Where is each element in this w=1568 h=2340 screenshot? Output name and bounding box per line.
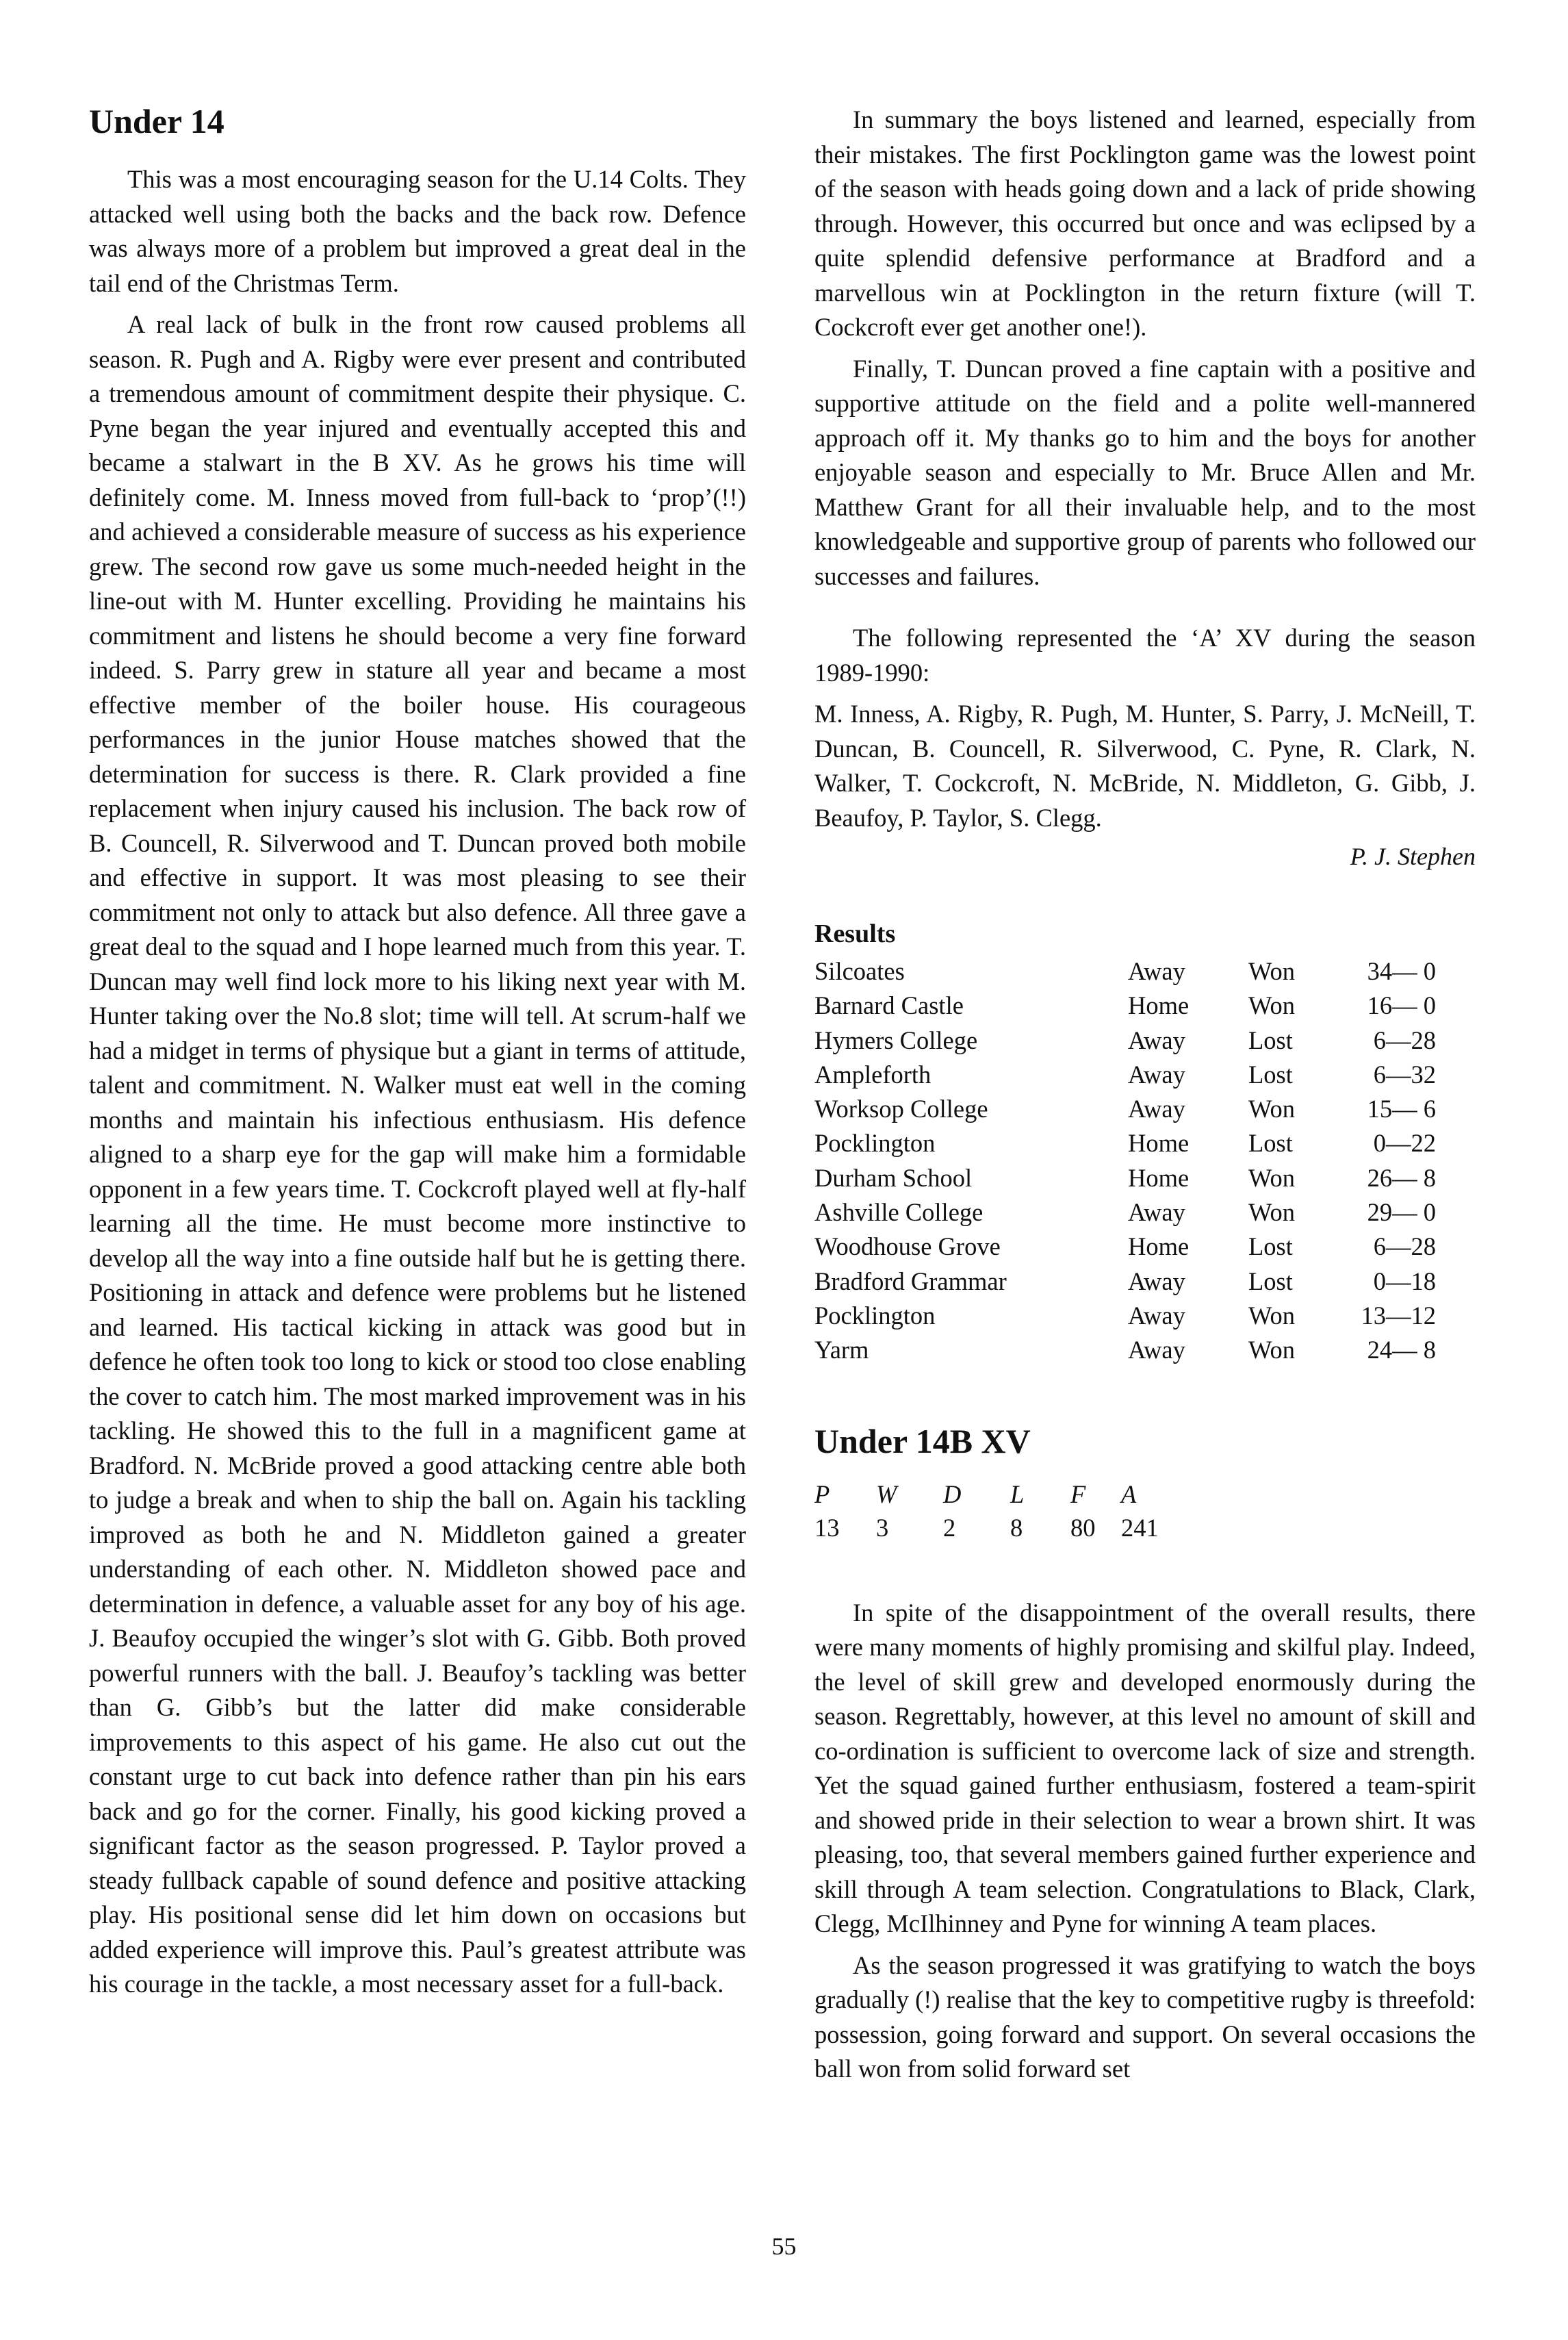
stats-header: D	[943, 1480, 962, 1509]
result-outcome: Lost	[1248, 1267, 1293, 1295]
stats-value: 3	[876, 1514, 889, 1542]
result-venue: Home	[1128, 991, 1190, 1020]
result-outcome: Lost	[1248, 1232, 1293, 1261]
results-row	[814, 1333, 1436, 1367]
left-column	[89, 103, 746, 2002]
results-row	[814, 989, 1436, 1023]
under14-heading: Under 14	[89, 102, 224, 140]
results-row	[814, 1126, 1436, 1160]
result-score: 0—18	[1373, 1267, 1436, 1295]
stats-header: L	[1010, 1480, 1025, 1509]
result-opponent: Ashville College	[814, 1198, 984, 1227]
result-outcome: Lost	[1248, 1060, 1293, 1089]
result-opponent: Pocklington	[814, 1129, 936, 1158]
result-score: 15— 6	[1367, 1095, 1436, 1123]
stats-value: 2	[943, 1514, 956, 1542]
result-score: 26— 8	[1367, 1163, 1436, 1192]
under14b-paragraph-1: In spite of the disappointment of the overall results, there were many moments of highly promising and skilful play. Indeed, the level of skill grew and developed enormously during the season. Regrettably, however, at this level no amount of skill and co-ordination is sufficient to overcome lack of size and strength. Yet the squad gained further enthusiasm, fostered a team-spirit and showed pride in their selection to wear a brown shirt. It was pleasing, too, that several members gained further experience and skill through A team selection. Congratulations to Black, Clark, Clegg, McIlhinney and Pyne for winning A team places.	[814, 1598, 1476, 1938]
page-number: 55	[771, 2233, 797, 2260]
representatives-list: M. Inness, A. Rigby, R. Pugh, M. Hunter, S. Parry, J. McNeill, T. Duncan, B. Councell, R. Silverwood, C. Pyne, R. Clark, N. Walker, T. Cockcroft, N. McBride, N. Middleton, G. Gibb, J. Beaufoy, P. Taylor, S. Clegg.	[814, 700, 1476, 832]
result-opponent: Ampleforth	[814, 1060, 931, 1089]
right-column	[814, 103, 1476, 2087]
result-score: 29— 0	[1367, 1198, 1436, 1227]
result-outcome: Won	[1248, 1198, 1296, 1227]
result-opponent: Pocklington	[814, 1301, 936, 1330]
result-venue: Home	[1128, 1129, 1190, 1158]
result-opponent: Barnard Castle	[814, 991, 964, 1020]
result-outcome: Lost	[1248, 1129, 1293, 1158]
stats-header: P	[814, 1480, 830, 1509]
result-opponent: Silcoates	[814, 957, 905, 985]
result-venue: Away	[1128, 1095, 1185, 1123]
result-opponent: Durham School	[814, 1163, 973, 1192]
author-signature: P. J. Stephen	[1350, 843, 1476, 870]
result-venue: Away	[1128, 1267, 1185, 1295]
results-row	[814, 1023, 1436, 1058]
representatives-intro: The following represented the ‘A’ XV during the season 1989-1990:	[814, 624, 1476, 687]
results-row	[814, 1230, 1436, 1264]
stats-header: A	[1121, 1480, 1137, 1509]
results-row	[814, 1092, 1436, 1126]
result-score: 6—32	[1373, 1060, 1436, 1089]
result-score: 13—12	[1361, 1301, 1436, 1330]
result-venue: Away	[1128, 1301, 1185, 1330]
results-row	[814, 1161, 1436, 1195]
result-outcome: Won	[1248, 1336, 1296, 1364]
result-opponent: Woodhouse Grove	[814, 1232, 1001, 1261]
result-score: 0—22	[1373, 1129, 1436, 1158]
results-heading: Results	[814, 919, 896, 948]
result-opponent: Bradford Grammar	[814, 1267, 1007, 1295]
result-score: 34— 0	[1367, 957, 1436, 985]
result-outcome: Won	[1248, 1163, 1296, 1192]
stats-value: 8	[1010, 1514, 1023, 1542]
under14-summary-paragraph: In summary the boys listened and learned, especially from their mistakes. The first Pocklington game was the lowest point of the season with heads going down and a lack of pride showing through. However, this occurred but once and was eclipsed by a quite splendid defensive performance at Bradford and a marvellous win at Pocklington in the return fixture (will T. Cockcroft ever get another one!).	[814, 105, 1476, 341]
results-row	[814, 1058, 1436, 1092]
stats-value-row	[814, 1511, 1176, 1545]
result-outcome: Won	[1248, 991, 1296, 1020]
result-outcome: Won	[1248, 1095, 1296, 1123]
result-opponent: Hymers College	[814, 1026, 978, 1054]
stats-header: F	[1070, 1480, 1086, 1509]
result-score: 6—28	[1373, 1026, 1436, 1054]
results-row	[814, 954, 1436, 989]
result-score: 24— 8	[1367, 1336, 1436, 1364]
result-outcome: Lost	[1248, 1026, 1293, 1054]
result-opponent: Yarm	[814, 1336, 869, 1364]
result-score: 6—28	[1373, 1232, 1436, 1261]
under14b-section	[814, 1423, 1476, 2087]
under14-intro-paragraph: This was a most encouraging season for the U.14 Colts. They attacked well using both the backs and the back row. Defence was always more of a problem but improved a great deal in the tail end of the Christmas Term.	[89, 165, 746, 297]
result-outcome: Won	[1248, 1301, 1296, 1330]
result-venue: Away	[1128, 1198, 1185, 1227]
under14b-heading: Under 14B XV	[814, 1421, 1031, 1460]
results-row	[814, 1195, 1436, 1230]
under14-captain-paragraph: Finally, T. Duncan proved a fine captain with a positive and supportive attitude on the field and a polite well-mannered approach off it. My thanks go to him and the boys for another enjoyable season and especially to Mr. Bruce Allen and Mr. Matthew Grant for all their invaluable help, and to the most knowledgeable and supportive group of parents who followed our successes and failures.	[814, 354, 1476, 590]
result-opponent: Worksop College	[814, 1095, 988, 1123]
results-table	[814, 954, 1436, 1368]
season-stats-table	[814, 1478, 1176, 1545]
result-venue: Away	[1128, 1060, 1185, 1089]
stats-header: W	[876, 1480, 897, 1509]
result-venue: Away	[1128, 1026, 1185, 1054]
result-venue: Home	[1128, 1232, 1190, 1261]
result-outcome: Won	[1248, 957, 1296, 985]
result-venue: Away	[1128, 957, 1185, 985]
results-section	[814, 919, 1476, 1368]
stats-value: 80	[1070, 1514, 1096, 1542]
under14b-paragraph-2: As the season progressed it was gratifying to watch the boys gradually (!) realise that the key to competitive rugby is threefold: possession, going forward and support. On several occasions the ball won from solid forward set	[814, 1950, 1476, 2083]
result-score: 16— 0	[1367, 991, 1436, 1020]
result-venue: Home	[1128, 1163, 1190, 1192]
result-venue: Away	[1128, 1336, 1185, 1364]
results-row	[814, 1264, 1436, 1299]
results-row	[814, 1299, 1436, 1333]
under14-players-paragraph: A real lack of bulk in the front row caused problems all season. R. Pugh and A. Rigby were ever present and contributed a tremendous amount of commitment despite their physique. C. Pyne began the year injured and eventually accepted this and became a stalwart in the B XV. As he grows his time will definitely come. M. Inness moved from full-back to ‘prop’(!!) and achieved a considerable measure of success as his experience grew. The second row gave us some much-needed height in the line-out with M. Hunter excelling. Providing he maintains his commitment and listens he should become a very fine forward indeed. S. Parry grew in stature all year and became a most effective member of the boiler house. His courageous performances in the junior House matches showed that the determination for success is there. R. Clark provided a fine replacement when injury caused his inclusion. The back row of B. Councell, R. Silverwood and T. Duncan proved both mobile and effective in support. It was most pleasing to see their commitment not only to attack but also defence. All three gave a great deal to the squad and I hope learned much from this year. T. Duncan may well find lock more to his liking next year with M. Hunter taking over the No.8 slot; time will tell. At scrum-half we had a midget in terms of physique but a giant in terms of attitude, talent and commitment. N. Walker must eat well in the coming months and maintain his infectious enthusiasm. His defence aligned to a sharp eye for the gap will make him a formidable opponent in a few years time. T. Cockcroft played well at fly-half learning all the time. He must become more instinctive to develop all the way into a fine outside half but he is getting there. Positioning in attack and defence were problems but he listened and learned. His tactical kicking in attack was good but in defence he often took too long to kick or stood too close enabling the cover to catch him. The most marked improvement was in his tackling. He showed this to the full in a magnificent game at Bradford. N. McBride proved a good attacking centre able both to judge a break and when to ship the ball on. Again his tackling improved as both he and N. Middleton gained a greater understanding of each other. N. Middleton showed pace and determination in defence, a valuable asset for any boy of his age. J. Beaufoy occupied the winger’s slot with G. Gibb. Both proved powerful runners with the ball. J. Beaufoy’s tackling was better than G. Gibb’s but the latter did make considerable improvements to this aspect of his game. He also cut out the constant urge to cut back into defence rather than pin his ears back and go for the corner. Finally, his good kicking proved a significant factor as the season progressed. P. Taylor proved a steady fullback capable of sound defence and positive attacking play. His positional sense did let him down on occasions but added experience will improve this. Paul’s greatest attribute was his courage in the tackle, a most necessary asset for a full-back.	[89, 310, 746, 1998]
stats-value: 13	[814, 1514, 840, 1542]
stats-value: 241	[1121, 1514, 1159, 1542]
stats-header-row	[814, 1478, 1176, 1511]
